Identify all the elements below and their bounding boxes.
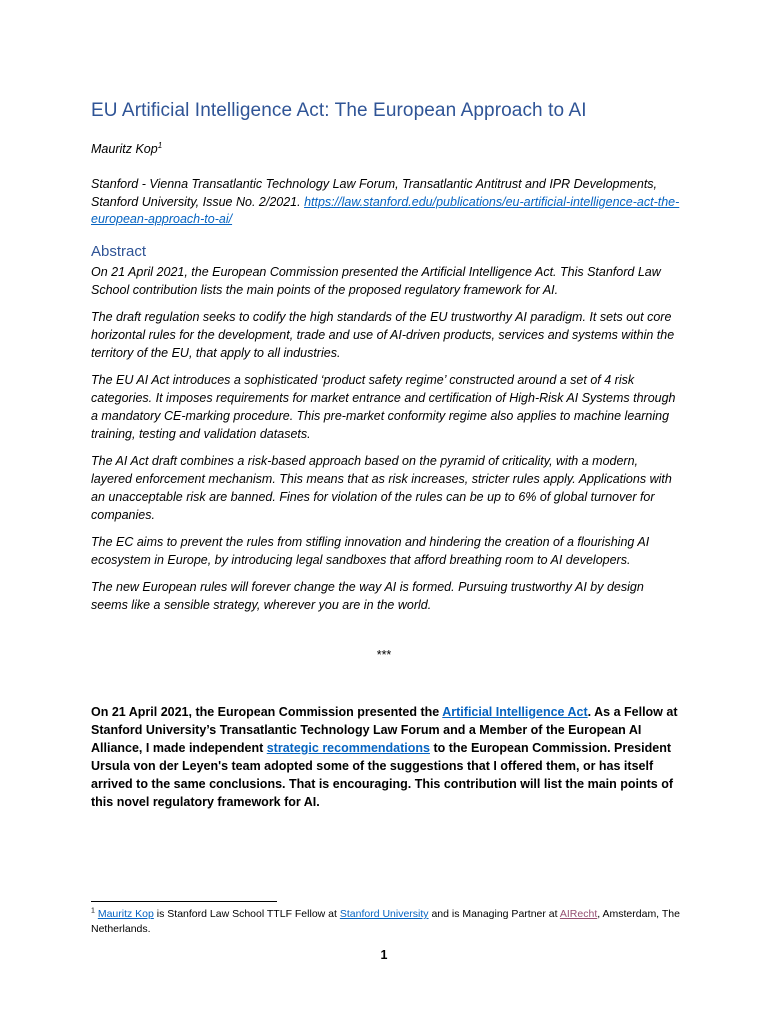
body-text-part: to the European Commission. President Ursula von der Leyen's team adopted some of the suggestions that I offered them, or has itself arrived to the same conclusions. That is encouraging. This contribution will list the main points of this novel regulatory framework for AI. [91, 741, 674, 809]
ai-act-link[interactable]: Artificial Intelligence Act [442, 705, 588, 719]
footnote-text-part: , Amsterdam, The Netherlands. [91, 908, 680, 935]
affiliation-text: Stanford - Vienna Transatlantic Technology Law Forum, Transatlantic Antitrust and IPR Developments, Stanford University, Issue No. 2/2021. [91, 177, 658, 209]
abstract-paragraph: The new European rules will forever change the way AI is formed. Pursuing trustworthy AI by design seems like a sensible strategy, wherever you are in the world. [91, 580, 644, 612]
affiliation [91, 176, 681, 229]
abstract-paragraph: The EU AI Act introduces a sophisticated ‘product safety regime’ constructed around a set of 4 risk categories. It imposes requirements for market entrance and certification of High-Risk AI Systems through a mandatory CE-marking procedure. This pre-market conformity regime also applies to machine learning training, testing and validation datasets. [91, 373, 676, 441]
section-separator: *** [376, 648, 392, 662]
footnote-mark: 1 [91, 907, 95, 915]
body-paragraph [91, 703, 681, 811]
document-title: EU Artificial Intelligence Act: The European Approach to AI [91, 100, 587, 121]
footnote-divider [91, 901, 277, 902]
abstract-paragraph: The EC aims to prevent the rules from stifling innovation and hindering the creation of a flourishing AI ecosystem in Europe, by introducing legal sandboxes that afford breathing room to AI developers. [91, 535, 650, 567]
author-footnote-mark[interactable]: 1 [157, 140, 163, 150]
author-line [91, 142, 162, 156]
abstract-section [91, 263, 681, 623]
body-text-part: On 21 April 2021, the European Commission presented the [91, 705, 443, 719]
footnote [91, 907, 681, 937]
abstract-heading: Abstract [91, 243, 147, 260]
footnote-text-part: and is Managing Partner at [428, 908, 560, 920]
abstract-paragraph: The draft regulation seeks to codify the high standards of the EU trustworthy AI paradigm. It sets out core horizontal rules for the development, trade and use of AI-driven products, services and systems within the territory of the EU, that apply to all industries. [91, 310, 675, 360]
strategic-recommendations-link[interactable]: strategic recommendations [266, 741, 430, 755]
affiliation-link[interactable]: https://law.stanford.edu/publications/eu-artificial-intelligence-act-the-european-approach-to-ai/ [91, 194, 680, 226]
body-text-part: . As a Fellow at Stanford University’s Transatlantic Technology Law Forum and a Member of the European AI Alliance, I made independent [91, 705, 678, 755]
page-number: 1 [380, 948, 388, 962]
author-name: Mauritz Kop [91, 142, 158, 156]
mauritz-kop-link[interactable]: Mauritz Kop [97, 908, 154, 920]
abstract-paragraph: On 21 April 2021, the European Commission presented the Artificial Intelligence Act. This Stanford Law School contribution lists the main points of the proposed regulatory framework for AI. [91, 265, 661, 297]
stanford-university-link[interactable]: Stanford University [339, 908, 429, 920]
airecht-link[interactable]: AIRecht [559, 908, 598, 920]
abstract-paragraph: The AI Act draft combines a risk-based approach based on the pyramid of criticality, with a modern, layered enforcement mechanism. This means that as risk increases, stricter rules apply. Applications with an unacceptable risk are banned. Fines for violation of the rules can be up to 6% of global turnover for companies. [91, 454, 672, 522]
footnote-text-part: is Stanford Law School TTLF Fellow at [153, 908, 340, 920]
